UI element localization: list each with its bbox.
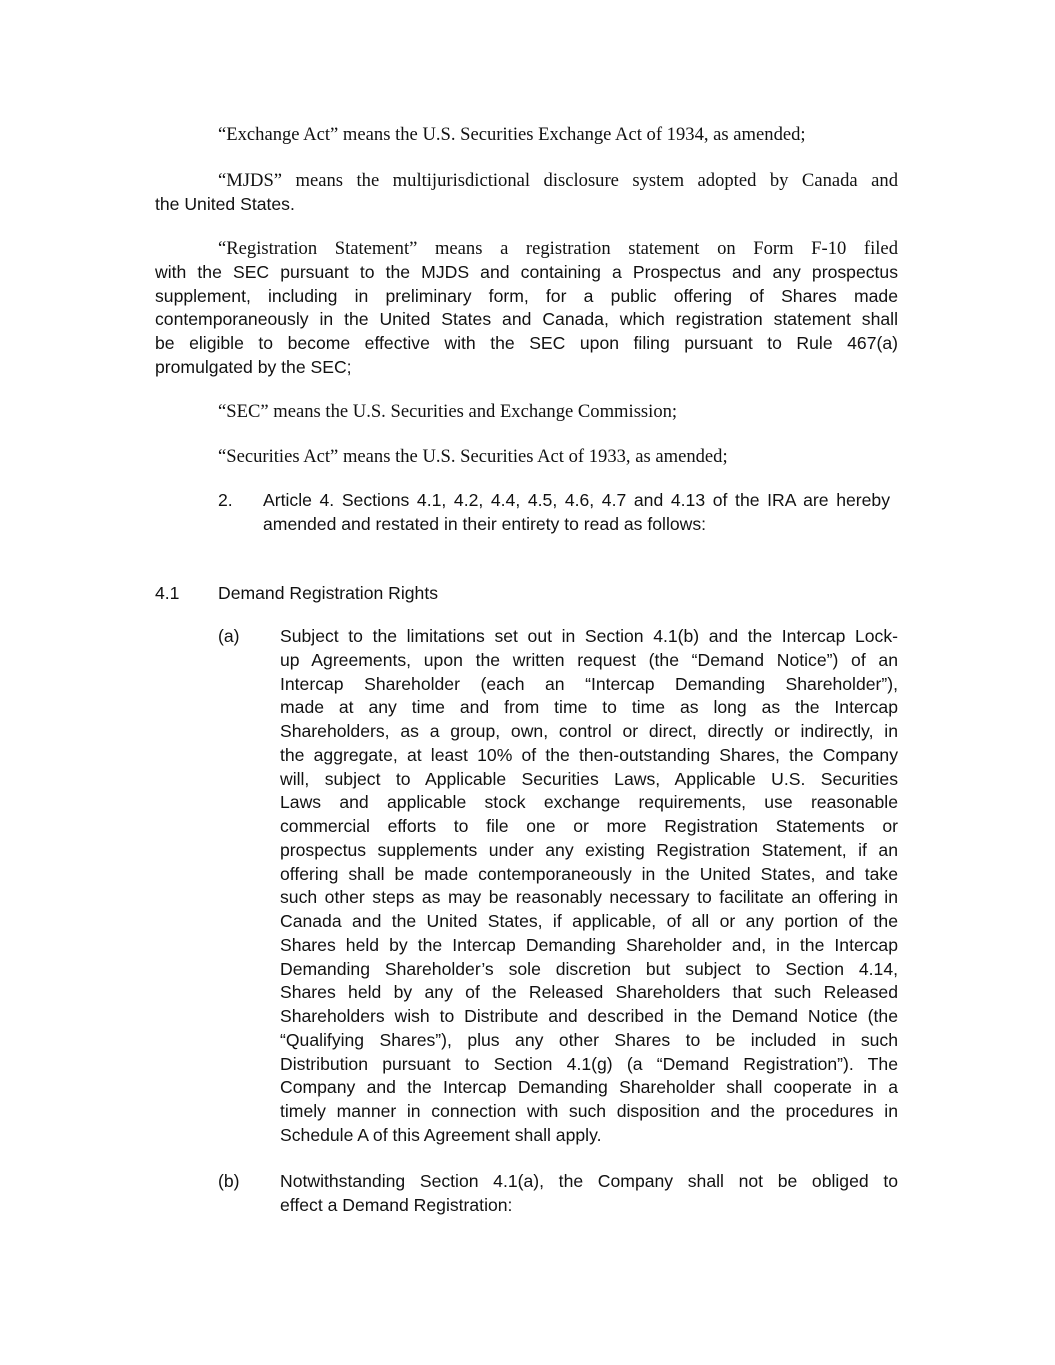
text-line: such other steps as may be reasonably necessary to facilitate an offering in xyxy=(280,887,898,908)
section-title: Demand Registration Rights xyxy=(218,583,439,603)
text-line: effect a Demand Registration: xyxy=(280,1194,513,1215)
text-line: contemporaneously in the United States and Canada, which registration statement shall xyxy=(155,309,898,330)
text-line: will, subject to Applicable Securities Laws, Applicable U.S. Securities xyxy=(280,768,898,789)
text-line: “Qualifying Shares”), plus any other Shares to be included in such xyxy=(280,1029,898,1050)
text-line: Notwithstanding Section 4.1(a), the Company shall not be obliged to xyxy=(280,1171,898,1191)
para-a-label: (a) xyxy=(218,626,240,646)
definition-exchange-act: “Exchange Act” means the U.S. Securities Exchange Act of 1934, as amended; xyxy=(218,124,806,145)
text-line: Subject to the limitations set out in Section 4.1(b) and the Intercap Lock- xyxy=(280,626,898,646)
text-line: the United States. xyxy=(155,193,295,214)
definition-mjds xyxy=(155,169,898,217)
text-line: Article 4. Sections 4.1, 4.2, 4.4, 4.5, 4.6, 4.7 and 4.13 of the IRA are hereby xyxy=(263,490,890,510)
text-line: Demanding Shareholder’s sole discretion but subject to Section 4.14, xyxy=(280,958,898,979)
text-line: offering shall be made contemporaneously in the United States, and take xyxy=(280,863,898,884)
text-line: amended and restated in their entirety to read as follows: xyxy=(263,513,707,534)
text-line: Shareholders, as a group, own, control or direct, directly or indirectly, in xyxy=(280,721,898,741)
text-line: up Agreements, upon the written request (the “Demand Notice”) of an xyxy=(280,649,898,670)
text-line: with the SEC pursuant to the MJDS and containing a Prospectus and any prospectus xyxy=(155,261,898,282)
text-line: “Registration Statement” means a registration statement on Form F-10 filed xyxy=(218,238,898,259)
text-line: “MJDS” means the multijurisdictional disclosure system adopted by Canada and xyxy=(218,170,898,191)
definition-securities-act: “Securities Act” means the U.S. Securities Act of 1933, as amended; xyxy=(218,446,728,467)
para-a-text xyxy=(280,625,898,1148)
text-line: Shares held by any of the Released Shareholders that such Released xyxy=(280,982,898,1003)
section-number: 4.1 xyxy=(155,583,180,603)
text-line: Laws and applicable stock exchange requirements, use reasonable xyxy=(280,792,898,813)
text-line: Canada and the United States, if applicable, of all or any portion of the xyxy=(280,911,898,931)
text-line: timely manner in connection with such disposition and the procedures in xyxy=(280,1101,898,1121)
para-b-label: (b) xyxy=(218,1171,240,1191)
text-line: Intercap Shareholder (each an “Intercap Demanding Shareholder”), xyxy=(280,673,898,694)
para-b-text xyxy=(280,1170,898,1218)
text-line: Company and the Intercap Demanding Shareholder shall cooperate in a xyxy=(280,1077,898,1098)
text-line: be eligible to become effective with the SEC upon filing pursuant to Rule 467(a) xyxy=(155,333,898,354)
text-line: Distribution pursuant to Section 4.1(g) (a “Demand Registration”). The xyxy=(280,1053,898,1074)
text-line: made at any time and from time to time as long as the Intercap xyxy=(280,697,898,718)
item-2-number: 2. xyxy=(218,490,233,510)
definition-sec: “SEC” means the U.S. Securities and Exchange Commission; xyxy=(218,401,678,422)
text-line: commercial efforts to file one or more Registration Statements or xyxy=(280,816,898,836)
text-line: Shares held by the Intercap Demanding Shareholder and, in the Intercap xyxy=(280,934,898,955)
definition-registration-statement xyxy=(155,237,898,380)
text-line: the aggregate, at least 10% of the then-outstanding Shares, the Company xyxy=(280,744,898,765)
text-line: prospectus supplements under any existing Registration Statement, if an xyxy=(280,839,898,860)
text-line: Schedule A of this Agreement shall apply. xyxy=(280,1124,602,1145)
text-line: supplement, including in preliminary form, for a public offering of Shares made xyxy=(155,285,898,306)
item-2-text xyxy=(263,489,890,537)
text-line: Shareholders wish to Distribute and described in the Demand Notice (the xyxy=(280,1006,898,1026)
text-line: promulgated by the SEC; xyxy=(155,356,352,377)
